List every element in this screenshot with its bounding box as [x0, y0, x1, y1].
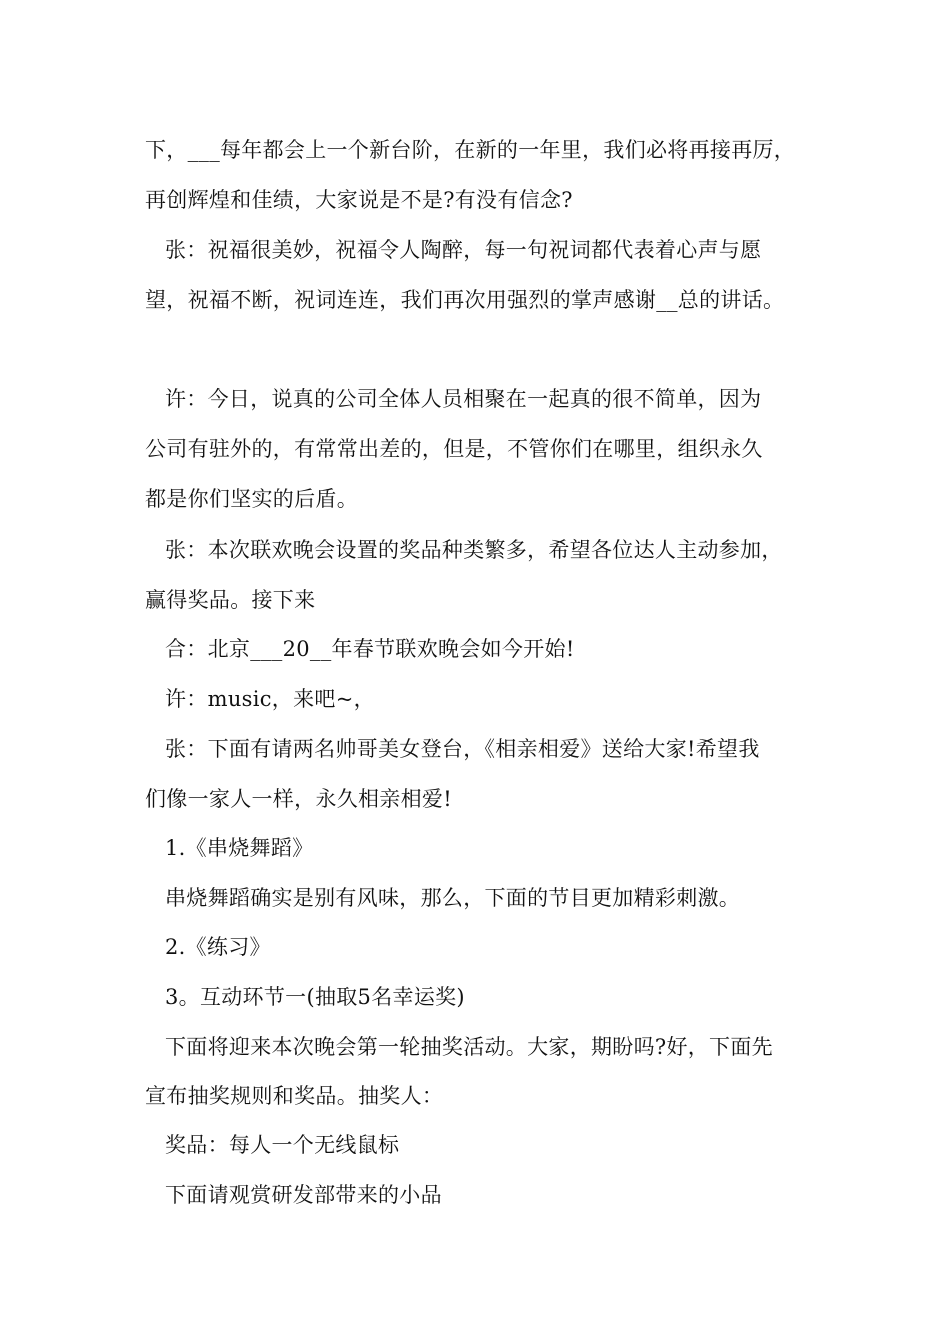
paragraph-line: 奖品：每人一个无线鼠标 — [165, 1133, 400, 1157]
paragraph-line: 下面请观赏研发部带来的小品 — [165, 1183, 442, 1207]
paragraph-line: 都是你们坚实的后盾。 — [145, 487, 358, 511]
paragraph-line: 许：music，来吧~， — [165, 687, 375, 711]
list-item: 1.《串烧舞蹈》 — [165, 836, 314, 860]
paragraph-line: 下，___每年都会上一个新台阶，在新的一年里，我们必将再接再厉， — [145, 138, 796, 162]
paragraph-line: 合：北京___20__年春节联欢晚会如今开始! — [165, 637, 575, 661]
paragraph-line: 串烧舞蹈确实是别有风味，那么，下面的节目更加精彩刺激。 — [165, 886, 741, 910]
paragraph-line: 张：下面有请两名帅哥美女登台，《相亲相爱》送给大家!希望我 — [165, 737, 760, 761]
paragraph-line: 许：今日，说真的公司全体人员相聚在一起真的很不简单，因为 — [165, 387, 762, 411]
paragraph-line: 赢得奖品。接下来 — [145, 588, 316, 612]
paragraph-line: 再创辉煌和佳绩，大家说是不是?有没有信念? — [145, 188, 573, 212]
list-item: 3。互动环节一(抽取5名幸运奖) — [165, 985, 465, 1009]
paragraph-line: 们像一家人一样，永久相亲相爱! — [145, 787, 452, 811]
paragraph-line: 张：祝福很美妙，祝福令人陶醉，每一句祝词都代表着心声与愿 — [165, 238, 762, 262]
paragraph-line: 望，祝福不断，祝词连连，我们再次用强烈的掌声感谢__总的讲话。 — [145, 288, 785, 312]
paragraph-line: 宣布抽奖规则和奖品。抽奖人： — [145, 1084, 444, 1108]
paragraph-line: 下面将迎来本次晚会第一轮抽奖活动。大家，期盼吗?好，下面先 — [165, 1035, 773, 1059]
paragraph-line: 公司有驻外的，有常常出差的，但是，不管你们在哪里，组织永久 — [145, 437, 763, 461]
list-item: 2.《练习》 — [165, 935, 271, 959]
paragraph-line: 张：本次联欢晚会设置的奖品种类繁多，希望各位达人主动参加， — [165, 538, 783, 562]
